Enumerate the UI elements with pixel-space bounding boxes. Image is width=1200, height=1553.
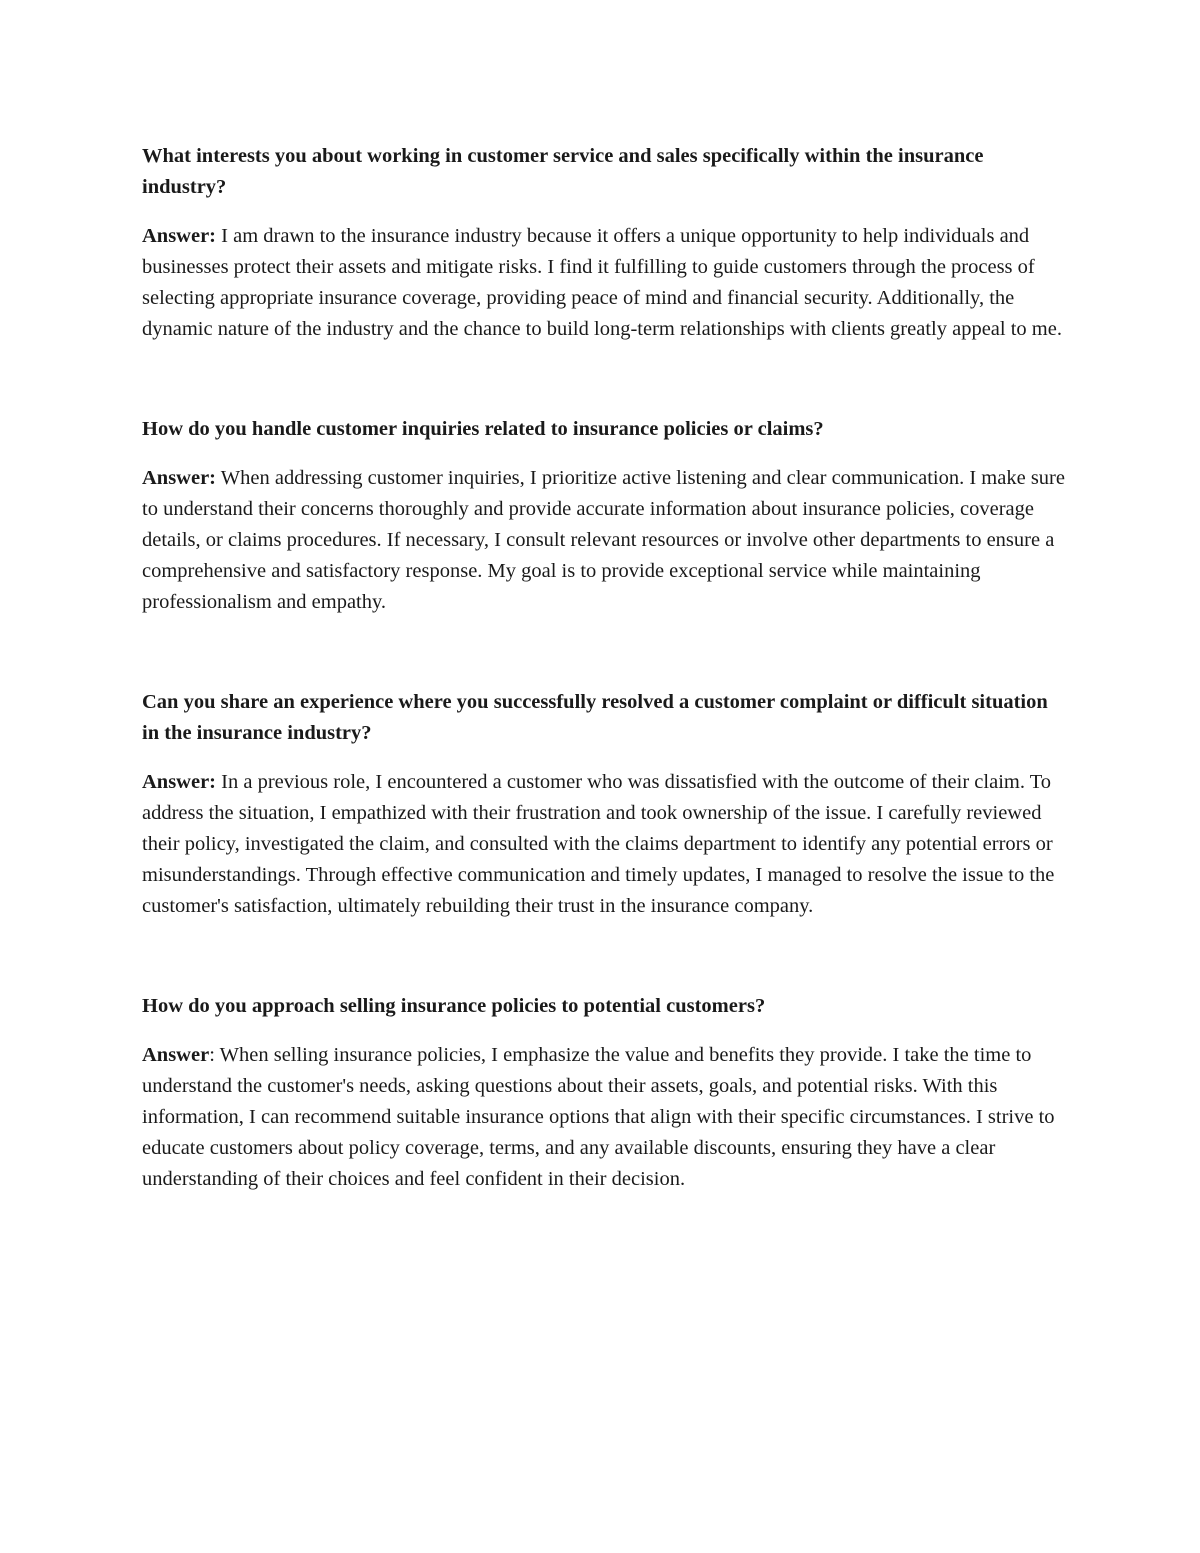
answer-label: Answer: [142,467,217,489]
answer-paragraph [142,767,1067,922]
qa-item [142,414,1067,618]
answer-text: In a previous role, I encountered a customer who was dissatisfied with the outcome of their claim. To address the situation, I empathized with their frustration and took ownership of the issue. I carefully reviewed their policy, investigated the claim, and consulted with the claims department to identify any potential errors or misunderstandings. Through effective communication and timely updates, I managed to resolve the issue to the customer's satisfaction, ultimately rebuilding their trust in the insurance company. [142,771,1055,917]
qa-item [142,991,1067,1195]
qa-item [142,687,1067,922]
qa-item [142,141,1067,345]
answer-paragraph [142,1040,1067,1195]
answer-label: Answer: [142,225,217,247]
question-heading: How do you approach selling insurance policies to potential customers? [142,995,766,1017]
answer-text: : When selling insurance policies, I emphasize the value and benefits they provide. I take the time to understand the customer's needs, asking questions about their assets, goals, and potential risks. With this information, I can recommend suitable insurance options that align with their specific circumstances. I strive to educate customers about policy coverage, terms, and any available discounts, ensuring they have a clear understanding of their choices and feel confident in their decision. [142,1044,1055,1190]
question-heading: What interests you about working in customer service and sales specifically within the insurance industry? [142,145,984,198]
answer-label: Answer: [142,771,217,793]
answer-paragraph [142,221,1067,345]
document-content [142,141,1067,1195]
question-heading: How do you handle customer inquiries related to insurance policies or claims? [142,418,824,440]
question-heading: Can you share an experience where you successfully resolved a customer complaint or difficult situation in the insurance industry? [142,691,1048,744]
answer-label: Answer [142,1044,210,1066]
answer-paragraph [142,463,1067,618]
answer-text: When addressing customer inquiries, I prioritize active listening and clear communication. I make sure to understand their concerns thoroughly and provide accurate information about insurance policies, coverage details, or claims procedures. If necessary, I consult relevant resources or involve other departments to ensure a comprehensive and satisfactory response. My goal is to provide exceptional service while maintaining professionalism and empathy. [142,467,1065,613]
answer-text: I am drawn to the insurance industry because it offers a unique opportunity to help individuals and businesses protect their assets and mitigate risks. I find it fulfilling to guide customers through the process of selecting appropriate insurance coverage, providing peace of mind and financial security. Additionally, the dynamic nature of the industry and the chance to build long-term relationships with clients greatly appeal to me. [142,225,1062,340]
